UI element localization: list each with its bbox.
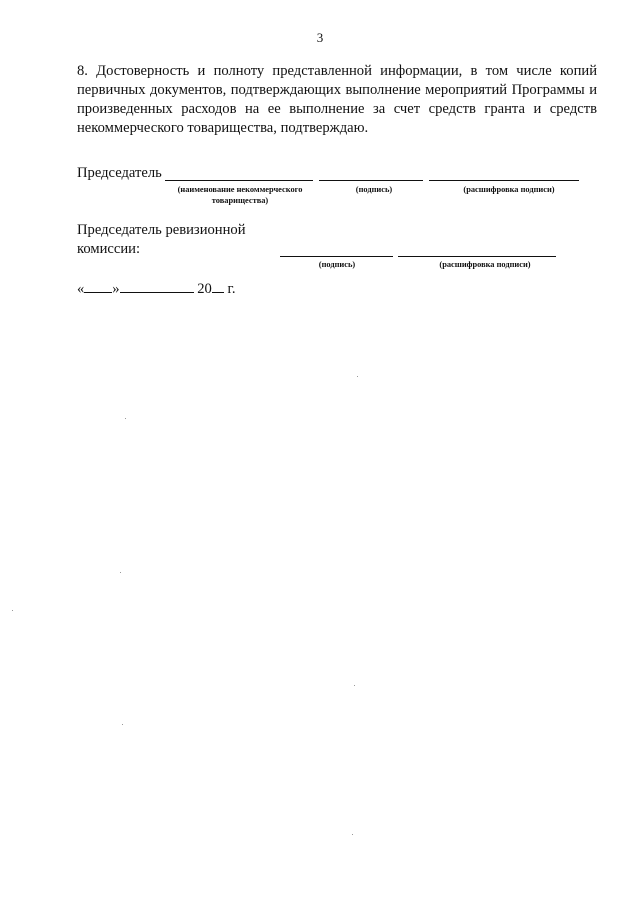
page-number: 3 (316, 30, 324, 45)
scan-speck (12, 610, 13, 611)
caption-audit-decoding: (расшифровка подписи) (439, 260, 531, 269)
scan-speck (125, 418, 126, 419)
scan-speck (357, 376, 358, 377)
audit-chairman-label: Председатель ревизионной комиссии: (77, 222, 246, 257)
date-open-quote: « (77, 281, 85, 297)
year-suffix: г. (227, 281, 236, 297)
organization-name-line (165, 180, 313, 181)
caption-audit-signature: (подпись) (318, 260, 356, 269)
day-blank (84, 280, 112, 293)
caption-organization-name: (наименование некоммерческого товарищества) (177, 185, 303, 205)
chairman-signature-line (319, 180, 423, 181)
month-blank (120, 280, 194, 293)
caption-chairman-signature: (подпись) (355, 185, 393, 194)
chairman-decoding-line (429, 180, 579, 181)
caption-chairman-decoding: (расшифровка подписи) (463, 185, 555, 194)
scan-speck (122, 724, 123, 725)
date-line (77, 280, 236, 298)
year-prefix: 20 (197, 281, 212, 297)
scan-speck (354, 685, 355, 686)
date-close-quote: » (112, 281, 120, 297)
audit-signature-line (280, 256, 393, 257)
year-blank (212, 280, 224, 293)
scan-speck (120, 572, 121, 573)
confirmation-paragraph: 8. Достоверность и полноту представленной информации, в том числе копий первичных документов, подтверждающих выполнение мероприятий Программы и произведенных расходов на ее выполнение за счет средств гранта и средств некоммерческого товарищества, подтверждаю. (77, 63, 597, 136)
scan-speck (352, 834, 353, 835)
audit-decoding-line (398, 256, 556, 257)
chairman-label: Председатель (77, 165, 162, 181)
